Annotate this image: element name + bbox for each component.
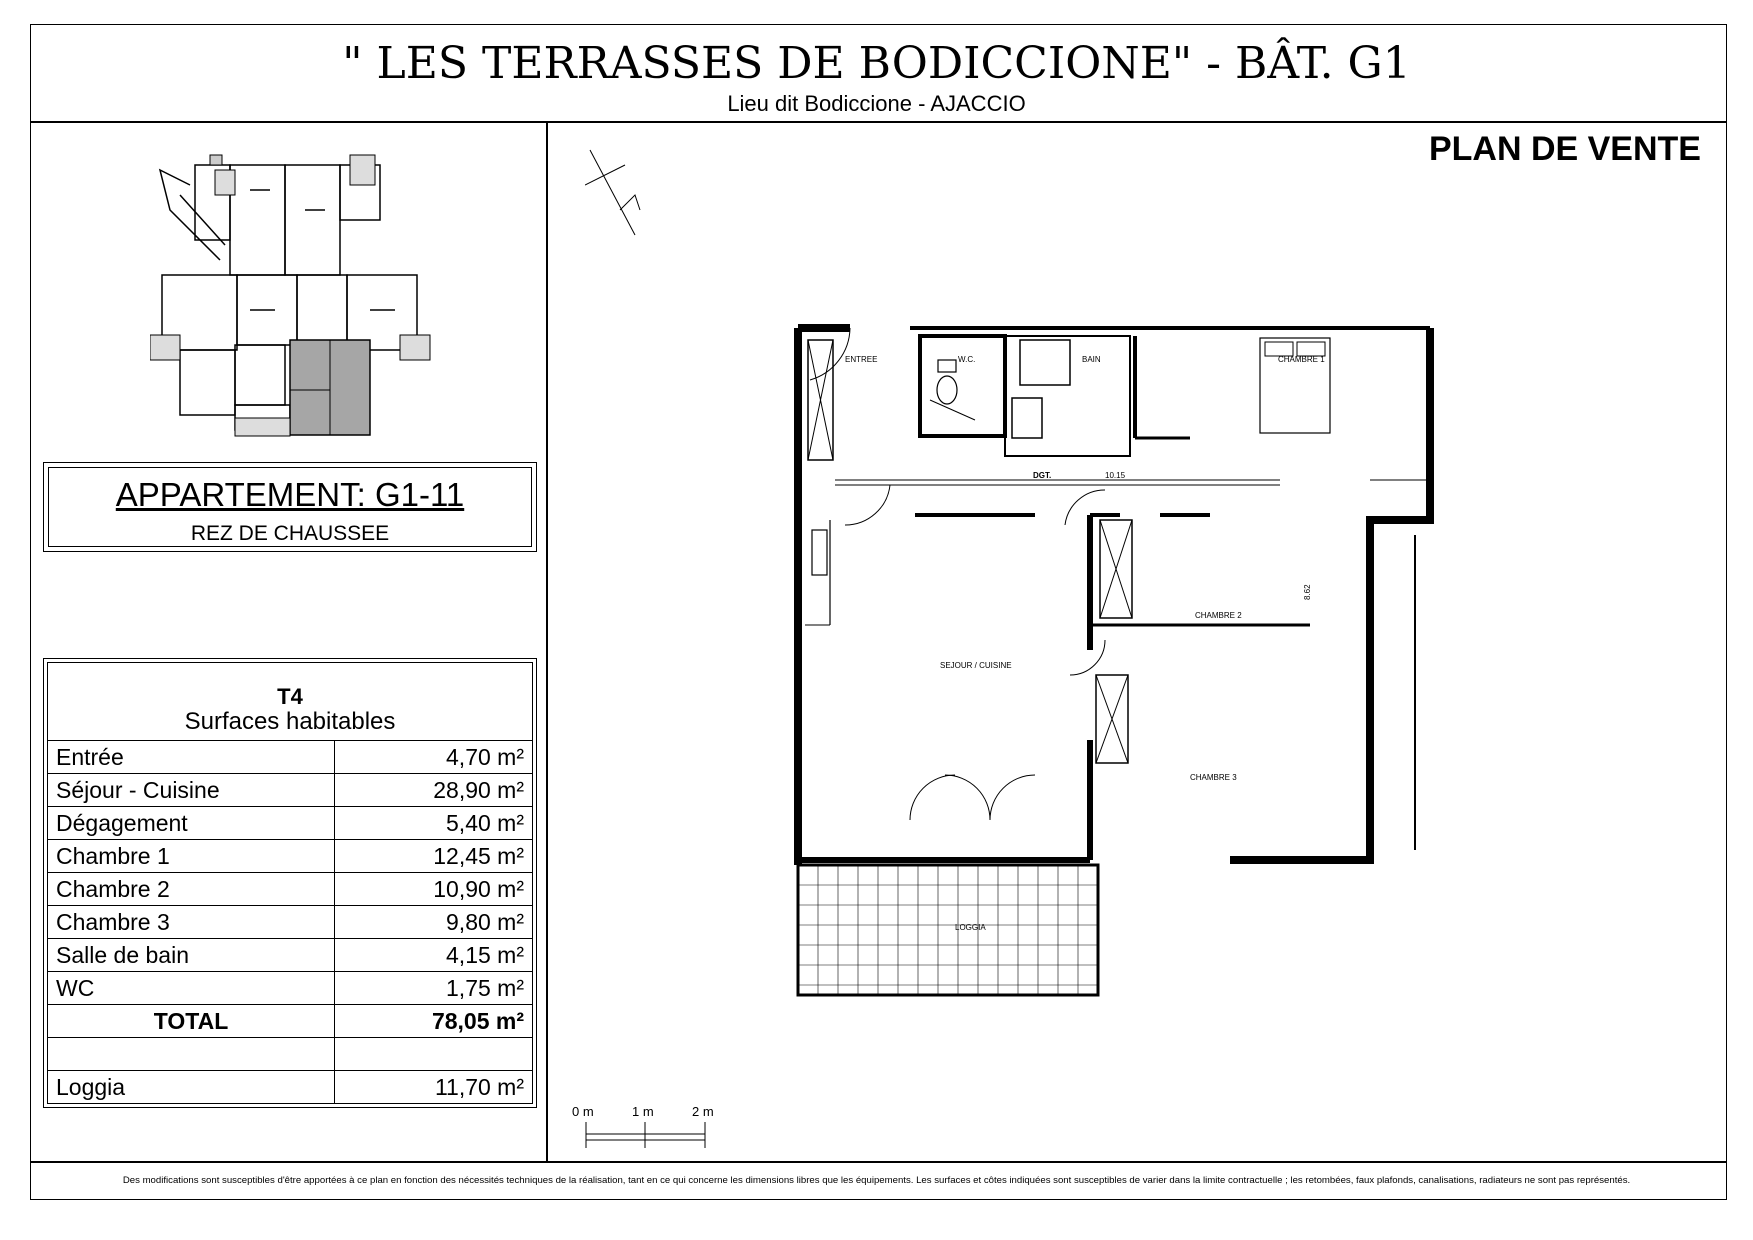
total-label: TOTAL	[48, 1005, 335, 1038]
room-label-bain: BAIN	[1082, 355, 1101, 364]
disclaimer-footnote: Des modifications sont susceptibles d'être apportées à ce plan en fonction des nécessités techniques de la réalisation, tant en ce qui concerne les dimensions libres que les équipements. Les surfaces et côtes indiquées sont susceptibles de varier dans la limite contractuelle ; les retombées, faux plafonds, canalisations, radiateurs ne sont pas représentés.	[122, 1175, 1631, 1186]
table-row	[48, 807, 533, 840]
apartment-floor-plan	[790, 320, 1450, 1010]
room-name: Entrée	[48, 741, 335, 774]
room-label-dgt: DGT.	[1033, 471, 1052, 480]
table-row	[48, 873, 533, 906]
table-row	[48, 774, 533, 807]
room-area: 12,45 m²	[335, 840, 533, 873]
room-name: Séjour - Cuisine	[48, 774, 335, 807]
loggia-tiles	[798, 865, 1098, 995]
total-value: 78,05 m²	[335, 1005, 533, 1038]
room-label-wc: W.C.	[958, 355, 976, 364]
loggia-row	[48, 1071, 533, 1104]
table-row	[48, 906, 533, 939]
selected-apartment-highlight	[290, 340, 370, 435]
room-label-chambre1: CHAMBRE 1	[1278, 355, 1325, 364]
empty-cell	[335, 1038, 533, 1071]
apartment-name: APPARTEMENT: G1-11	[115, 476, 465, 513]
project-title: " LES TERRASSES DE BODICCIONE" - BÂT. G1	[342, 38, 1411, 89]
room-name: WC	[48, 972, 335, 1005]
building-key-plan	[150, 150, 440, 440]
total-row	[48, 1005, 533, 1038]
room-name: Salle de bain	[48, 939, 335, 972]
room-area: 4,70 m²	[335, 741, 533, 774]
empty-cell	[48, 1038, 335, 1071]
table-row	[48, 741, 533, 774]
apartment-type: T4	[277, 684, 303, 709]
table-row	[48, 840, 533, 873]
scale-label-1: 1 m	[632, 1104, 654, 1119]
project-location: Lieu dit Bodiccione - AJACCIO	[727, 91, 1026, 116]
room-area: 1,75 m²	[335, 972, 533, 1005]
apartment-level: REZ DE CHAUSSEE	[190, 522, 390, 545]
loggia-value: 11,70 m²	[335, 1071, 533, 1104]
table-row	[48, 972, 533, 1005]
empty-row	[48, 1038, 533, 1071]
room-name: Chambre 2	[48, 873, 335, 906]
room-area: 28,90 m²	[335, 774, 533, 807]
room-label-loggia: LOGGIA	[955, 923, 986, 932]
room-label-chambre2: CHAMBRE 2	[1195, 611, 1242, 620]
room-label-chambre3: CHAMBRE 3	[1190, 773, 1237, 782]
room-area: 9,80 m²	[335, 906, 533, 939]
room-area: 4,15 m²	[335, 939, 533, 972]
room-area: 10,90 m²	[335, 873, 533, 906]
room-label-entree: ENTREE	[845, 355, 878, 364]
room-name: Chambre 1	[48, 840, 335, 873]
surfaces-table	[47, 740, 533, 1104]
loggia-label: Loggia	[48, 1071, 335, 1104]
surfaces-heading: Surfaces habitables	[184, 708, 396, 735]
north-arrow-icon	[585, 140, 645, 240]
room-name: Chambre 3	[48, 906, 335, 939]
plan-label: PLAN DE VENTE	[1428, 130, 1701, 168]
dimension-depth: 8.62	[1303, 584, 1312, 600]
room-label-sejour: SEJOUR / CUISINE	[940, 661, 1012, 670]
table-row	[48, 939, 533, 972]
scale-label-2: 2 m	[692, 1104, 714, 1119]
dimension-width: 10.15	[1105, 471, 1126, 480]
scale-label-0: 0 m	[572, 1104, 594, 1119]
room-area: 5,40 m²	[335, 807, 533, 840]
room-name: Dégagement	[48, 807, 335, 840]
scale-bar	[585, 1120, 710, 1150]
